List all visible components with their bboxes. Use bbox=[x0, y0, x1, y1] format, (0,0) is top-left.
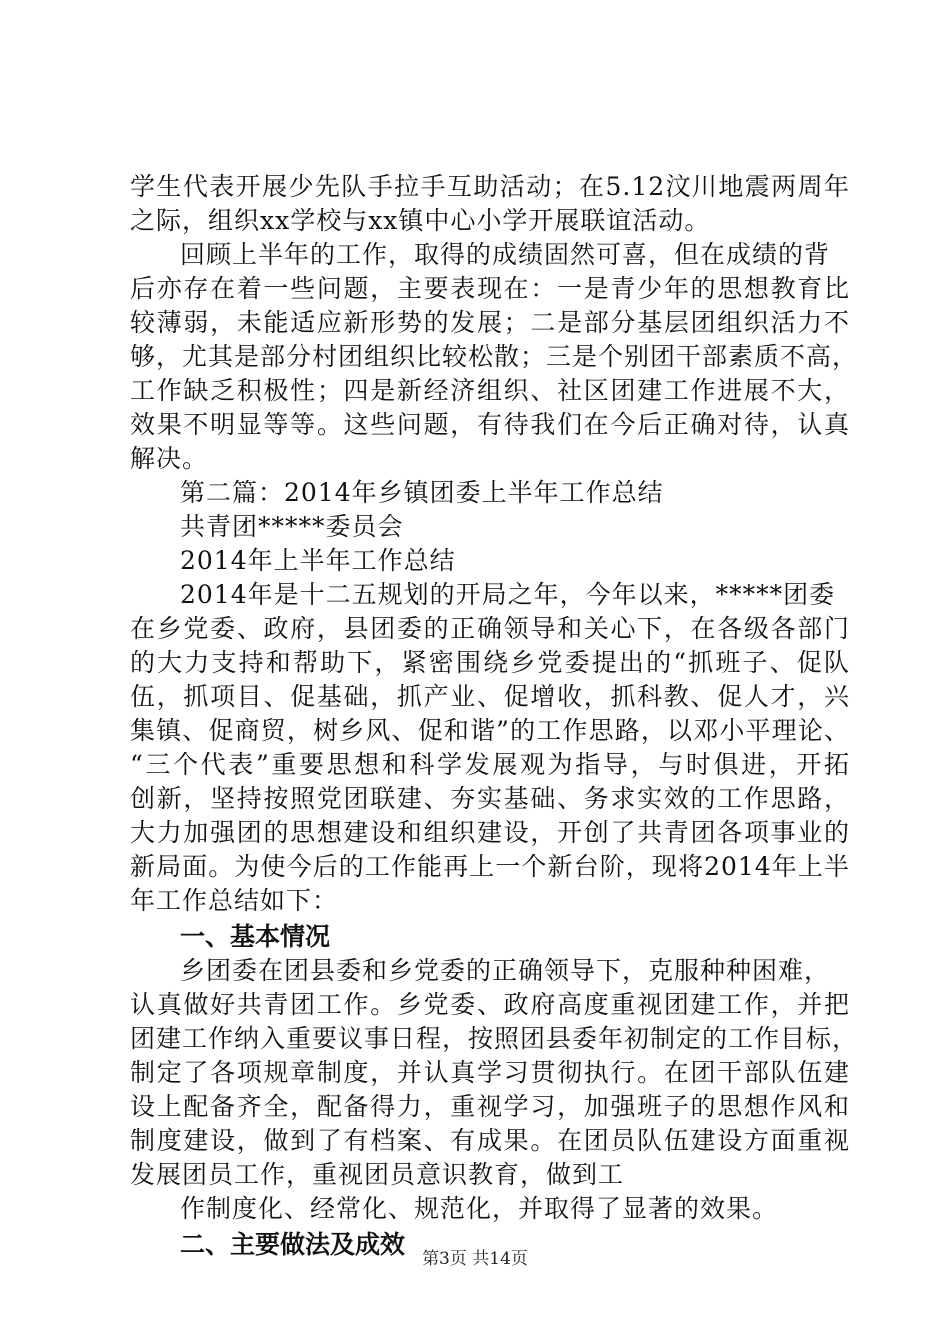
text-line: 较薄弱，未能适应新形势的发展；二是部分基层团组织活力不 bbox=[130, 308, 850, 337]
text-line: 学生代表开展少先队手拉手互助活动；在5.12汶川地震两周年 bbox=[130, 172, 850, 201]
paragraph-line: 作制度化、经常化、规范化，并取得了显著的效果。 bbox=[180, 1194, 779, 1223]
text-line: 效果不明显等等。这些问题，有待我们在今后正确对待，认真 bbox=[130, 410, 850, 439]
section-heading: 一、基本情况 bbox=[180, 922, 331, 951]
text-line: 集镇、促商贸，树乡风、促和谐”的工作思路，以邓小平理论、 bbox=[130, 716, 850, 745]
section-title: 第二篇：2014年乡镇团委上半年工作总结 bbox=[180, 478, 664, 507]
text-line: 工作缺乏积极性；四是新经济组织、社区团建工作进展不大， bbox=[130, 376, 850, 405]
text-line: 够，尤其是部分村团组织比较松散；三是个别团干部素质不高， bbox=[130, 342, 859, 371]
text-line: 在乡党委、政府，县团委的正确领导和关心下，在各级各部门 bbox=[130, 614, 850, 643]
text-line: 设上配备齐全，配备得力，重视学习，加强班子的思想作风和 bbox=[130, 1092, 850, 1121]
text-line: 后亦存在着一些问题，主要表现在：一是青少年的思想教育比 bbox=[130, 274, 850, 303]
text-line: 发展团员工作，重视团员意识教育，做到工 bbox=[130, 1160, 625, 1189]
text-line: 制定了各项规章制度，并认真学习贯彻执行。在团干部队伍建 bbox=[130, 1058, 850, 1087]
text-line: 创新，坚持按照党团联建、夯实基础、务求实效的工作思路， bbox=[130, 784, 850, 813]
page-number: 第3页 共14页 bbox=[422, 1249, 528, 1269]
text-line: 新局面。为使今后的工作能再上一个新台阶，现将2014年上半 bbox=[130, 852, 850, 881]
text-line: 解决。 bbox=[130, 444, 209, 473]
text-line: 年工作总结如下： bbox=[130, 886, 339, 915]
section-heading: 二、主要做法及成效 bbox=[180, 1230, 406, 1259]
text-line: 制度建设，做到了有档案、有成果。在团员队伍建设方面重视 bbox=[130, 1126, 850, 1155]
document-body bbox=[130, 170, 859, 1262]
org-name: 共青团*****委员会 bbox=[180, 512, 404, 541]
report-title: 2014年上半年工作总结 bbox=[180, 546, 456, 575]
text-line: 大力加强团的思想建设和组织建设，开创了共青团各项事业的 bbox=[130, 818, 850, 847]
paragraph-first-line: 2014年是十二五规划的开局之年，今年以来，*****团委 bbox=[180, 580, 836, 609]
text-line: 团建工作纳入重要议事日程，按照团县委年初制定的工作目标， bbox=[130, 1024, 859, 1053]
paragraph-first-line: 回顾上半年的工作，取得的成绩固然可喜，但在成绩的背 bbox=[180, 240, 831, 269]
text-line: 之际，组织xx学校与xx镇中心小学开展联谊活动。 bbox=[130, 206, 711, 235]
text-line: “三个代表”重要思想和科学发展观为指导，与时俱进，开拓 bbox=[130, 750, 850, 779]
text-line: 伍，抓项目、促基础，抓产业、促增收，抓科教、促人才，兴 bbox=[130, 682, 850, 711]
paragraph-first-line: 乡团委在团县委和乡党委的正确领导下，克服种种困难， bbox=[180, 956, 831, 985]
text-line: 认真做好共青团工作。乡党委、政府高度重视团建工作，并把 bbox=[130, 990, 850, 1019]
text-line: 的大力支持和帮助下，紧密围绕乡党委提出的“抓班子、促队 bbox=[130, 648, 850, 677]
